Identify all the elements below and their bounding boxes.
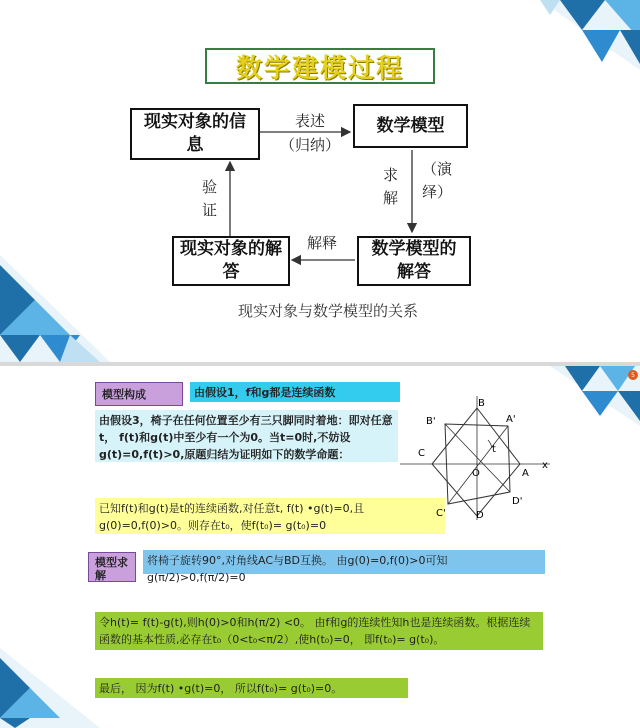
- label-interpret: 解释: [306, 234, 337, 252]
- box-real-info: 现实对象的信息: [130, 108, 260, 160]
- define-h-statement: 令h(t)= f(t)-g(t),则h(0)>0和h(π/2) <0。 由f和g的连续性知h也是连续函数。根据连续函数的基本性质,必存在t₀（0<t₀<π/2）,使h(t₀)=0， 即f(t₀)= g(t₀)。: [95, 612, 543, 650]
- label-induce: （归纳）: [279, 136, 340, 154]
- model-tag: 模型构成: [95, 382, 183, 406]
- diagram-label-A: A: [522, 468, 529, 479]
- slide-number-badge: 5: [628, 370, 638, 380]
- final-statement: 最后， 因为f(t) •g(t)=0， 所以f(t₀)= g(t₀)=0。: [95, 678, 408, 698]
- rotate-statement: 将椅子旋转90°,对角线AC与BD互换。 由g(0)=0,f(0)>0可知g(π/2)>0,f(π/2)=0: [143, 550, 545, 574]
- diagram-label-x: x: [542, 460, 548, 471]
- diagram-label-C: C: [418, 448, 425, 459]
- label-express: 表述: [294, 112, 325, 130]
- chair-rotation-diagram: [400, 396, 560, 520]
- label-verify: 验证: [202, 178, 218, 219]
- label-solve: 求解: [383, 166, 399, 207]
- slide-2: [0, 366, 640, 728]
- corner-decoration-bottom-left: [0, 648, 100, 728]
- diagram-label-O: O: [472, 468, 480, 479]
- slide-1: [0, 0, 640, 362]
- box-model-answer: 数学模型的解答: [357, 236, 471, 286]
- assumption-1: 由假设1，f和g都是连续函数: [190, 382, 400, 402]
- diagram-label-t: t: [492, 444, 496, 455]
- diagram-label-B-prime: B': [426, 416, 436, 427]
- assumption-3: 由假设3，椅子在任何位置至少有三只脚同时着地：即对任意t， f(t)和g(t)中至少有一个为0。当t=0时,不妨设g(t)=0,f(t)>0,原题归结为证明如下的数学命题：: [95, 410, 398, 462]
- diagram-label-C-prime: C': [436, 508, 446, 519]
- solve-tag: 模型求解: [88, 552, 136, 582]
- caption: 现实对象与数学模型的关系: [238, 302, 419, 320]
- box-real-answer: 现实对象的解答: [172, 236, 290, 286]
- diagram-label-A-prime: A': [506, 414, 516, 425]
- diagram-label-D: D: [476, 510, 484, 520]
- label-deduce: （演绎）: [422, 160, 453, 201]
- box-math-model: 数学模型: [353, 104, 468, 148]
- diagram-label-D-prime: D': [512, 496, 523, 507]
- slide-title: 数学建模过程: [205, 48, 435, 84]
- diagram-label-B: B: [478, 398, 485, 409]
- proposition: 已知f(t)和g(t)是t的连续函数,对任意t, f(t) •g(t)=0,且g(0)=0,f(0)>0。则存在t₀，使f(t₀)= g(t₀)=0: [95, 498, 445, 534]
